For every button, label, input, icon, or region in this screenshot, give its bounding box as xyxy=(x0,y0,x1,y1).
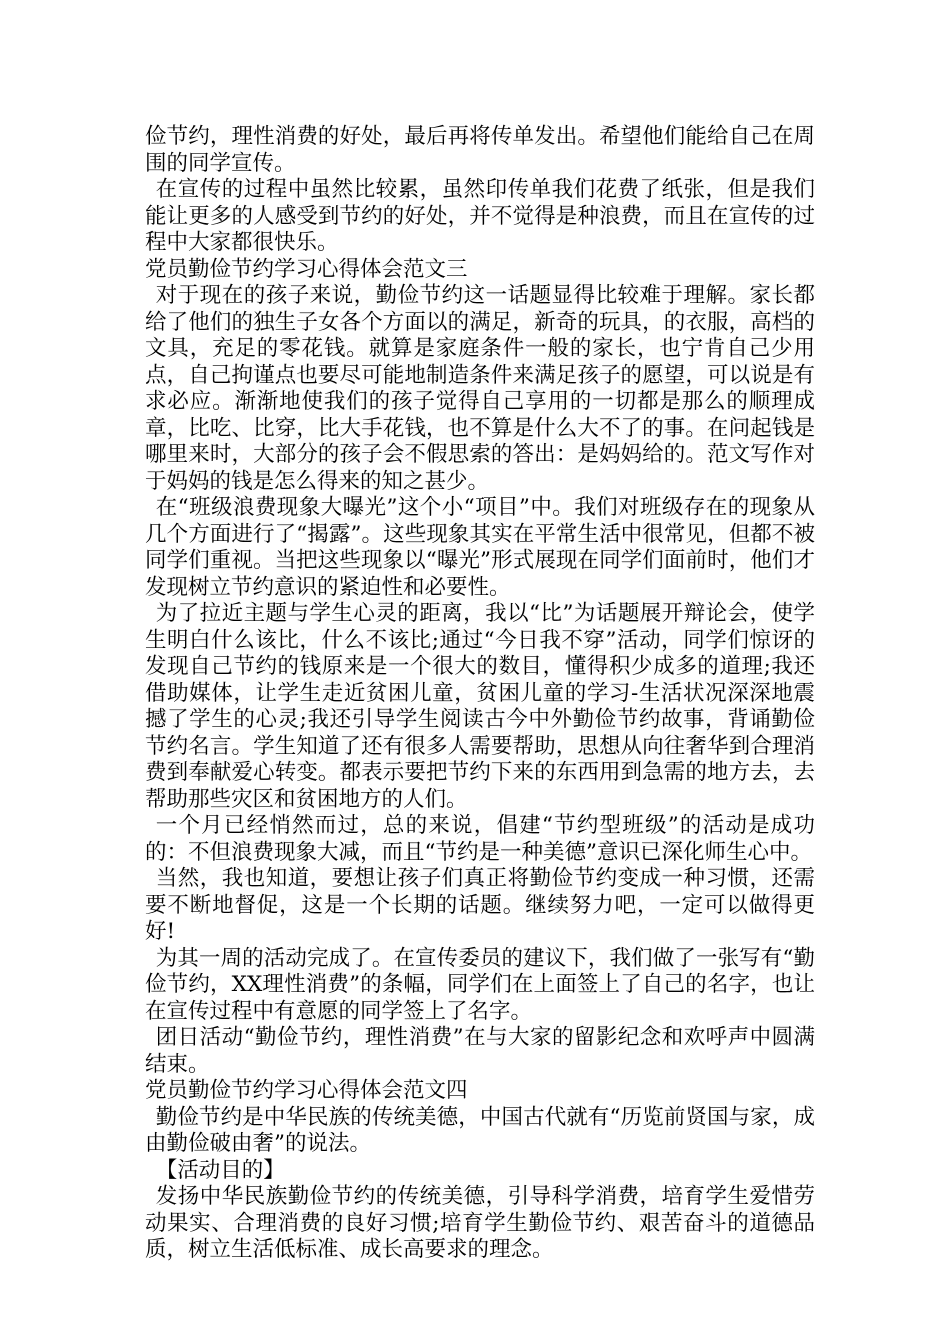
paragraph: 俭节约，理性消费的好处，最后再将传单发出。希望他们能给自己在周围的同学宣传。 xyxy=(145,124,815,176)
paragraph: 勤俭节约是中华民族的传统美德，中国古代就有“历览前贤国与家，成由勤俭破由奢”的说法。 xyxy=(145,1104,815,1156)
paragraph: 当然，我也知道，要想让孩子们真正将勤俭节约变成一种习惯，还需要不断地督促，这是一个长期的话题。继续努力吧，一定可以做得更好! xyxy=(145,866,815,944)
section-heading: 党员勤俭节约学习心得体会范文三 xyxy=(145,256,468,282)
document-body xyxy=(145,124,815,1264)
section-heading: 党员勤俭节约学习心得体会范文四 xyxy=(145,1078,468,1103)
paragraph: 在宣传的过程中虽然比较累，虽然印传单我们花费了纸张，但是我们能让更多的人感受到节约的好处，并不觉得是种浪费，而且在宣传的过程中大家都很快乐。 xyxy=(145,177,815,255)
paragraph: 为其一周的活动完成了。在宣传委员的建议下，我们做了一张写有“勤俭节约，XX理性消费”的条幅，同学们在上面签上了自己的名字，也让在宣传过程中有意愿的同学签上了名字。 xyxy=(145,945,815,1024)
paragraph: 发扬中华民族勤俭节约的传统美德，引导科学消费，培育学生爱惜劳动果实、合理消费的良好习惯;培育学生勤俭节约、艰苦奋斗的道德品质，树立生活低标准、成长高要求的理念。 xyxy=(145,1184,815,1262)
paragraph: 在“班级浪费现象大曝光”这个小“项目”中。我们对班级存在的现象从几个方面进行了“揭露”。这些现象其实在平常生活中很常见，但都不被同学们重视。当把这些现象以“曝光”形式展现在同学们面前时，他们才发现树立节约意识的紧迫性和必要性。 xyxy=(145,495,815,600)
paragraph: 一个月已经悄然而过，总的来说，倡建“节约型班级”的活动是成功的：不但浪费现象大减，而且“节约是一种美德”意识已深化师生心中。 xyxy=(145,813,815,865)
paragraph: 为了拉近主题与学生心灵的距离，我以“比”为话题展开辩论会，使学生明白什么该比，什么不该比;通过“今日我不穿”活动，同学们惊讶的发现自己节约的钱原来是一个很大的数目，懂得积少成多的道理;我还借助媒体，让学生走近贫困儿童，贫困儿童的学习-生活状况深深地震撼了学生的心灵;我还引导学生阅读古今中外勤俭节约故事，背诵勤俭节约名言。学生知道了还有很多人需要帮助，思想从向往奢华到合理消费到奉献爱心转变。都表示要把节约下来的东西用到急需的地方去，去帮助那些灾区和贫困地方的人们。 xyxy=(145,601,815,812)
paragraph: 团日活动“勤俭节约，理性消费”在与大家的留影纪念和欢呼声中圆满结束。 xyxy=(145,1025,815,1077)
paragraph: 对于现在的孩子来说，勤俭节约这一话题显得比较难于理解。家长都给了他们的独生子女各个方面以的满足，新奇的玩具，的衣服，高档的文具，充足的零花钱。就算是家庭条件一般的家长，也宁肯自己少用点，自己拘谨点也要尽可能地制造条件来满足孩子的愿望，可以说是有求必应。渐渐地使我们的孩子觉得自己享用的一切都是那么的顺理成章，比吃、比穿，比大手花钱，也不算是什么大不了的事。在问起钱是哪里来时，大部分的孩子会不假思索的答出：是妈妈给的。范文写作对于妈妈的钱是怎么得来的知之甚少。 xyxy=(145,283,815,494)
subheading: 【活动目的】 xyxy=(155,1157,285,1183)
